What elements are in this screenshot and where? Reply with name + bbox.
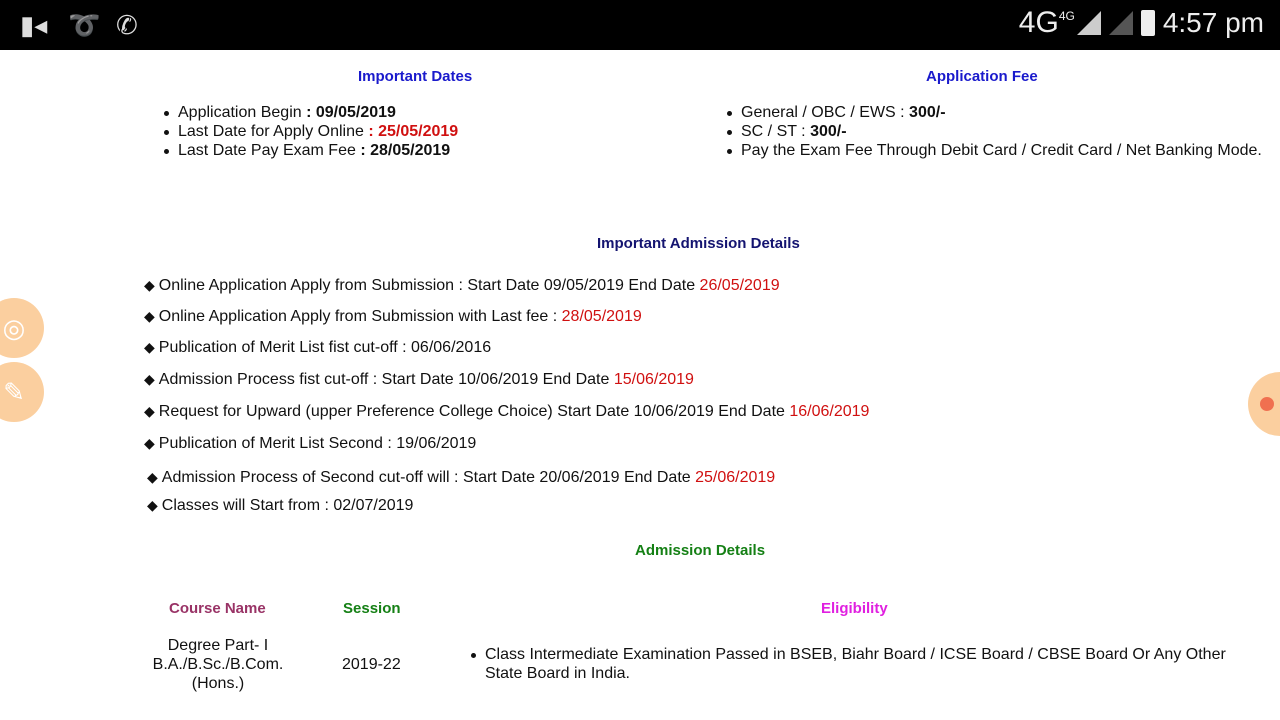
- battery-icon: [1141, 10, 1155, 36]
- fee-item: General / OBC / EWS : 300/-: [727, 103, 1262, 122]
- admission-detail-item: ◆ Admission Process of Second cut-off will : Start Date 20/06/2019 End Date 25/06/2019: [147, 469, 776, 486]
- diamond-icon: ◆: [144, 277, 155, 293]
- important-dates-title: Important Dates: [358, 68, 473, 85]
- application-fee-title: Application Fee: [926, 68, 1038, 85]
- diamond-icon: ◆: [144, 371, 155, 387]
- signal-icon: [1077, 11, 1101, 35]
- admission-detail-item: ◆ Online Application Apply from Submission with Last fee : 28/05/2019: [144, 308, 642, 325]
- fee-item: SC / ST : 300/-: [727, 122, 1262, 141]
- network-type-small: 4G: [1058, 9, 1075, 23]
- phone-chat-icon: ✆: [116, 10, 138, 40]
- uc-browser-icon: ➰: [68, 10, 101, 40]
- diamond-icon: ◆: [144, 339, 155, 355]
- important-dates-list: [164, 103, 458, 160]
- header-course-name: Course Name: [169, 600, 266, 617]
- admission-details-title: Admission Details: [635, 542, 766, 559]
- application-fee-list: [727, 103, 1262, 160]
- date-item: Last Date Pay Exam Fee : 28/05/2019: [164, 141, 458, 160]
- header-eligibility: Eligibility: [821, 600, 888, 617]
- clock: 4:57 pm: [1162, 7, 1264, 38]
- diamond-icon: ◆: [144, 308, 155, 324]
- course-name-cell: Degree Part- I B.A./B.Sc./B.Com. (Hons.): [152, 637, 284, 692]
- date-item: Application Begin : 09/05/2019: [164, 103, 458, 122]
- diamond-icon: ◆: [147, 469, 158, 485]
- diamond-icon: ◆: [147, 497, 158, 513]
- important-admission-title: Important Admission Details: [597, 235, 800, 252]
- eligibility-cell: Class Intermediate Examination Passed in BSEB, Biahr Board / ICSE Board / CBSE Board Or Any Other State Board in India.: [471, 645, 1261, 683]
- header-session: Session: [343, 600, 401, 617]
- diamond-icon: ◆: [144, 403, 155, 419]
- signal-empty-icon: [1109, 11, 1133, 35]
- admission-detail-item: ◆ Publication of Merit List fist cut-off : 06/06/2016: [144, 339, 492, 356]
- status-bar: [0, 0, 1280, 50]
- camera-floating-button[interactable]: ◎: [0, 298, 44, 358]
- network-type: 4G: [1018, 6, 1059, 39]
- fee-item: Pay the Exam Fee Through Debit Card / Credit Card / Net Banking Mode.: [727, 141, 1262, 160]
- video-icon: ▮◂: [20, 10, 48, 40]
- brush-floating-button[interactable]: ✎: [0, 362, 44, 422]
- floating-bubble-button[interactable]: [1248, 372, 1280, 436]
- session-cell: 2019-22: [342, 656, 401, 673]
- date-item: Last Date for Apply Online : 25/05/2019: [164, 122, 458, 141]
- diamond-icon: ◆: [144, 435, 155, 451]
- admission-detail-item: ◆ Online Application Apply from Submission : Start Date 09/05/2019 End Date 26/05/2019: [144, 277, 780, 294]
- admission-detail-item: ◆ Classes will Start from : 02/07/2019: [147, 497, 414, 514]
- admission-detail-item: ◆ Publication of Merit List Second : 19/06/2019: [144, 435, 477, 452]
- admission-detail-item: ◆ Request for Upward (upper Preference College Choice) Start Date 10/06/2019 End Date 16/06/2019: [144, 403, 870, 420]
- admission-detail-item: ◆ Admission Process fist cut-off : Start Date 10/06/2019 End Date 15/06/2019: [144, 371, 694, 388]
